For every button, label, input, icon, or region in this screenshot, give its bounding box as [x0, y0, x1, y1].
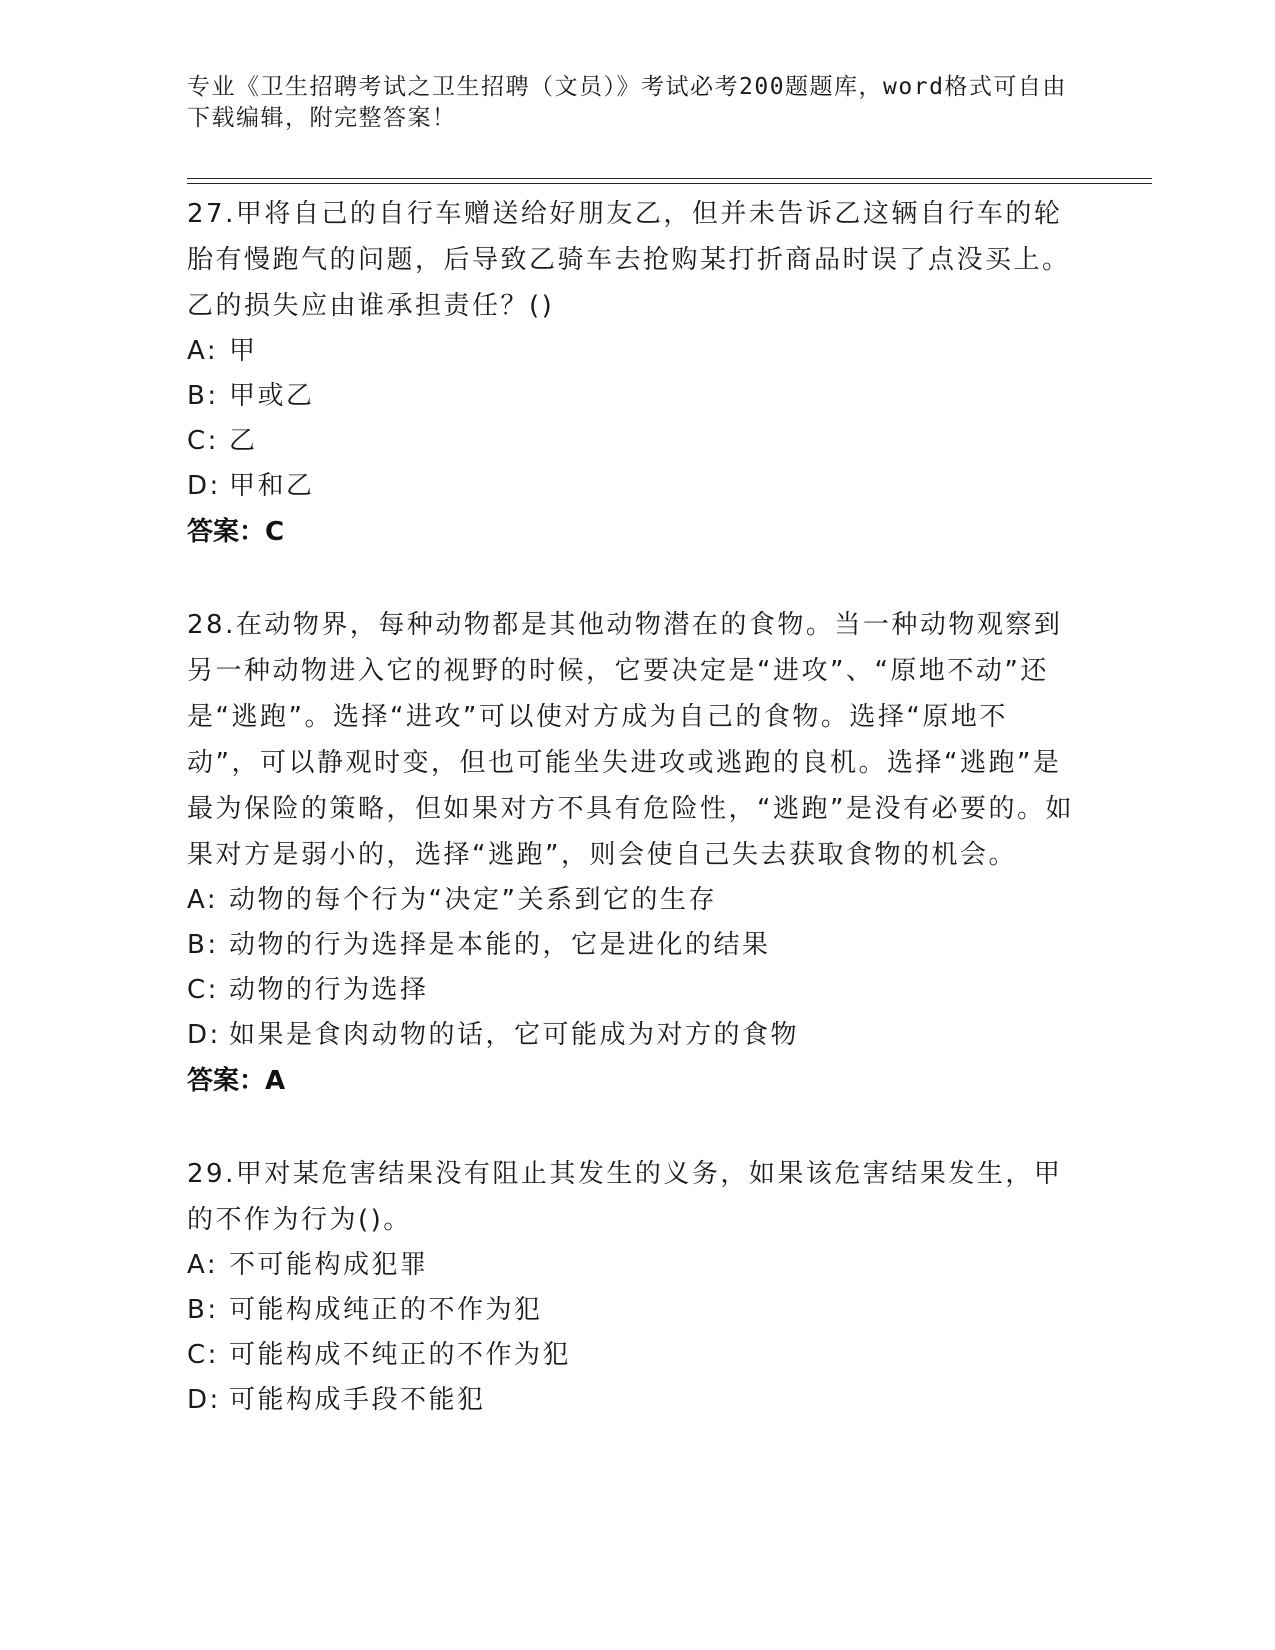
- question-27: [187, 191, 1077, 555]
- option-text: 可能构成手段不能犯: [229, 1385, 486, 1415]
- option-text: 如果是食肉动物的话，它可能成为对方的食物: [229, 1020, 800, 1050]
- question-stem: 27.甲将自己的自行车赠送给好朋友乙，但并未告诉乙这辆自行车的轮胎有慢跑气的问题，后导致乙骑车去抢购某打折商品时误了点没买上。乙的损失应由谁承担责任？(): [187, 199, 1071, 321]
- option-key: D:: [187, 471, 221, 501]
- option-text: 可能构成纯正的不作为犯: [229, 1295, 543, 1325]
- option-key: B:: [187, 930, 219, 960]
- question-list: [187, 191, 1077, 1423]
- option-b: [187, 374, 1077, 419]
- option-text: 动物的行为选择是本能的，它是进化的结果: [229, 930, 771, 960]
- option-c: [187, 968, 1077, 1013]
- option-b: [187, 923, 1077, 968]
- option-c: [187, 1333, 1077, 1378]
- document-header: 专业《卫生招聘考试之卫生招聘（文员）》考试必考200题题库，word格式可自由下载编辑，附完整答案！: [187, 74, 1067, 131]
- option-text: 甲和乙: [229, 471, 315, 501]
- option-key: C:: [187, 1340, 219, 1370]
- option-d: [187, 1013, 1077, 1058]
- question-stem: 29.甲对某危害结果没有阻止其发生的义务，如果该危害结果发生，甲的不作为行为()。: [187, 1159, 1063, 1235]
- option-text: 不可能构成犯罪: [229, 1250, 429, 1280]
- option-a: [187, 878, 1077, 923]
- header-rule-bottom: [187, 183, 1152, 184]
- option-key: A:: [187, 885, 219, 915]
- option-d: [187, 1378, 1077, 1423]
- option-key: D:: [187, 1020, 221, 1050]
- question-28: [187, 602, 1077, 1104]
- option-text: 动物的每个行为“决定”关系到它的生存: [229, 885, 717, 915]
- option-text: 甲: [229, 336, 258, 366]
- option-key: B:: [187, 1295, 219, 1325]
- option-a: [187, 1243, 1077, 1288]
- option-text: 可能构成不纯正的不作为犯: [229, 1340, 572, 1370]
- question-stem: 28.在动物界，每种动物都是其他动物潜在的食物。当一种动物观察到另一种动物进入它的视野的时候，它要决定是“进攻”、“原地不动”还是“逃跑”。选择“进攻”可以使对方成为自己的食物。选择“原地不动”，可以静观时变，但也可能坐失进攻或逃跑的良机。选择“逃跑”是最为保险的策略，但如果对方不具有危险性，“逃跑”是没有必要的。如果对方是弱小的，选择“逃跑”，则会使自己失去获取食物的机会。: [187, 610, 1074, 870]
- option-c: [187, 419, 1077, 464]
- option-key: A:: [187, 336, 219, 366]
- option-text: 动物的行为选择: [229, 975, 429, 1005]
- answer-line: 答案：A: [187, 1066, 286, 1096]
- option-b: [187, 1288, 1077, 1333]
- question-29: [187, 1151, 1077, 1423]
- option-key: C:: [187, 975, 219, 1005]
- header-rule-top: [187, 178, 1152, 179]
- option-key: A:: [187, 1250, 219, 1280]
- option-key: B:: [187, 381, 219, 411]
- option-d: [187, 464, 1077, 509]
- option-text: 甲或乙: [229, 381, 315, 411]
- option-key: D:: [187, 1385, 221, 1415]
- option-a: [187, 329, 1077, 374]
- option-text: 乙: [229, 426, 258, 456]
- option-key: C:: [187, 426, 219, 456]
- answer-line: 答案：C: [187, 517, 285, 547]
